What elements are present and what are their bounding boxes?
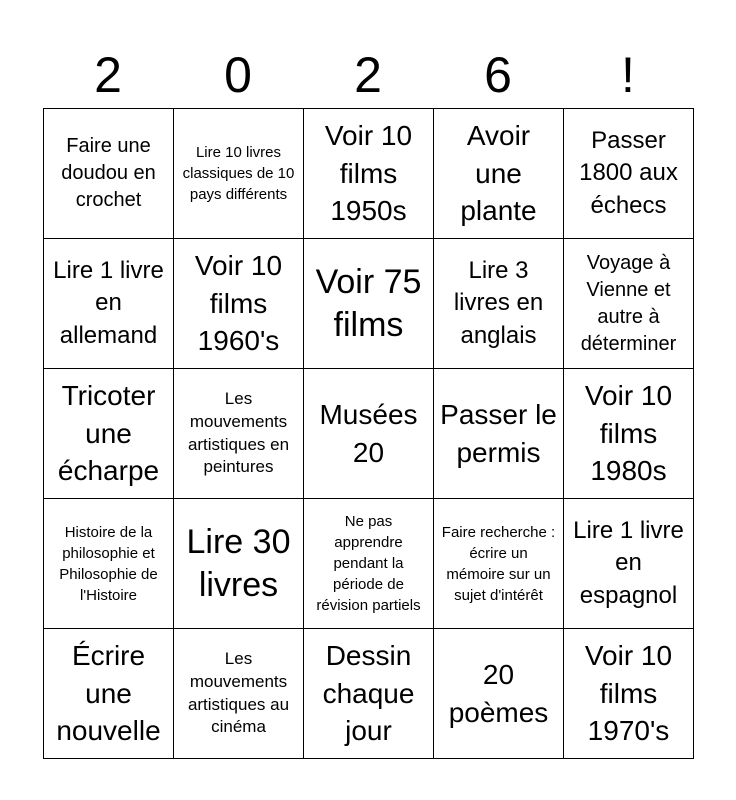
bingo-cell-r1c3[interactable]: Voir 10 films 1950s [304, 109, 434, 239]
bingo-cell-r5c3[interactable]: Dessin chaque jour [304, 629, 434, 759]
bingo-cell-r3c5[interactable]: Voir 10 films 1980s [564, 369, 694, 499]
bingo-cell-r2c1[interactable]: Lire 1 livre en allemand [44, 239, 174, 369]
bingo-cell-r1c2[interactable]: Lire 10 livres classiques de 10 pays différents [174, 109, 304, 239]
bingo-cell-r5c1[interactable]: Écrire une nouvelle [44, 629, 174, 759]
bingo-cell-r5c4[interactable]: 20 poèmes [434, 629, 564, 759]
bingo-cell-r4c1[interactable]: Histoire de la philosophie et Philosophie de l'Histoire [44, 499, 174, 629]
bingo-cell-r2c3[interactable]: Voir 75 films [304, 239, 434, 369]
bingo-cell-r3c4[interactable]: Passer le permis [434, 369, 564, 499]
header-letter-3: 2 [354, 47, 382, 103]
bingo-cell-r4c4[interactable]: Faire recherche : écrire un mémoire sur un sujet d'intérêt [434, 499, 564, 629]
bingo-cell-r3c2[interactable]: Les mouvements artistiques en peintures [174, 369, 304, 499]
bingo-cell-r4c5[interactable]: Lire 1 livre en espagnol [564, 499, 694, 629]
header-letter-4: 6 [484, 47, 512, 103]
bingo-cell-r1c4[interactable]: Avoir une plante [434, 109, 564, 239]
header-letter-5: ! [621, 47, 635, 103]
bingo-cell-r2c5[interactable]: Voyage à Vienne et autre à déterminer [564, 239, 694, 369]
bingo-cell-r1c1[interactable]: Faire une doudou en crochet [44, 109, 174, 239]
bingo-cell-r3c1[interactable]: Tricoter une écharpe [44, 369, 174, 499]
bingo-grid [43, 108, 694, 759]
bingo-cell-r3c3[interactable]: Musées 20 [304, 369, 434, 499]
bingo-header [43, 40, 693, 110]
bingo-cell-r5c2[interactable]: Les mouvements artistiques au cinéma [174, 629, 304, 759]
bingo-cell-r4c3[interactable]: Ne pas apprendre pendant la période de révision partiels [304, 499, 434, 629]
bingo-cell-r4c2[interactable]: Lire 30 livres [174, 499, 304, 629]
bingo-cell-r2c4[interactable]: Lire 3 livres en anglais [434, 239, 564, 369]
header-letter-2: 0 [224, 47, 252, 103]
header-letter-1: 2 [94, 47, 122, 103]
bingo-cell-r5c5[interactable]: Voir 10 films 1970's [564, 629, 694, 759]
bingo-cell-r2c2[interactable]: Voir 10 films 1960's [174, 239, 304, 369]
bingo-cell-r1c5[interactable]: Passer 1800 aux échecs [564, 109, 694, 239]
